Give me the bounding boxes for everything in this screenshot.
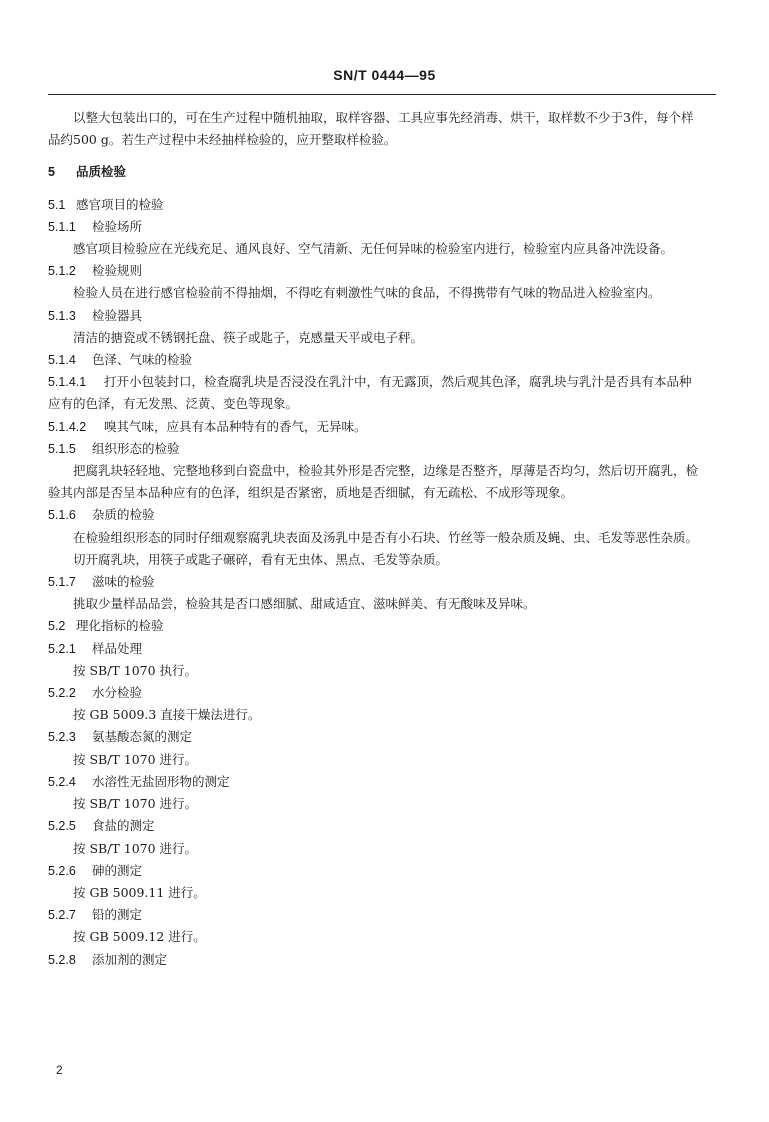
- section-5-1-6-heading: 5.1.6 杂质的检验: [48, 507, 155, 523]
- section-5-1-7-text: 挑取少量样品品尝，检验其是否口感细腻、甜咸适宜、滋味鲜美、有无酸味及异味。: [73, 596, 536, 612]
- section-5-2-3-text: 按 SB/T 1070 进行。: [73, 751, 198, 767]
- section-5-1-3-text: 清洁的搪瓷或不锈钢托盘、筷子或匙子，克感量天平或电子秤。: [73, 329, 424, 345]
- section-5-1-1-heading: 5.1.1 检验场所: [48, 218, 143, 234]
- document-header: SN/T 0444—95: [333, 67, 436, 83]
- section-5-1-2-text: 检验人员在进行感官检验前不得抽烟，不得吃有刺激性气味的食品，不得携带有气味的物品进入检验室内。: [73, 285, 661, 301]
- section-5-2-6-text: 按 GB 5009.11 进行。: [73, 884, 206, 900]
- section-5-1-1-text: 感官项目检验应在光线充足、通风良好、空气清新、无任何异味的检验室内进行，检验室内应具备冲洗设备。: [73, 241, 674, 257]
- section-5-2-1-text: 按 SB/T 1070 执行。: [73, 662, 198, 678]
- section-5-2-7-heading: 5.2.7 铅的测定: [48, 907, 143, 923]
- section-5-heading: 5 品质检验: [48, 164, 127, 180]
- section-5-1-4-1-text: 5.1.4.1 打开小包装封口，检查腐乳块是否浸没在乳汁中，有无露顶，然后观其色泽，腐乳块与乳汁是否具有本品种应有的色泽，有无发黑、泛黄、变色等现象。: [48, 374, 692, 412]
- header-rule: [48, 94, 716, 95]
- section-5-2-5-text: 按 SB/T 1070 进行。: [73, 840, 198, 856]
- section-5-1-5-heading: 5.1.5 组织形态的检验: [48, 440, 180, 456]
- section-5-1-6-text-1: 在检验组织形态的同时仔细观察腐乳块表面及汤乳中是否有小石块、竹丝等一般杂质及蝇、虫、毛发等恶性杂质。: [73, 529, 699, 545]
- section-5-2-4-heading: 5.2.4 水溶性无盐固形物的测定: [48, 773, 230, 789]
- section-5-1-3-heading: 5.1.3 检验器具: [48, 307, 143, 323]
- section-5-1-4-2-text: 5.1.4.2 嗅其气味，应具有本品种特有的香气，无异味。: [48, 418, 367, 434]
- section-5-2-7-text: 按 GB 5009.12 进行。: [73, 929, 206, 945]
- document-body: [48, 107, 698, 971]
- section-5-1-2-heading: 5.1.2 检验规则: [48, 263, 143, 279]
- section-5-2-4-text: 按 SB/T 1070 进行。: [73, 796, 198, 812]
- section-5-2-heading: 5.2 理化指标的检验: [48, 618, 164, 634]
- section-5-2-6-heading: 5.2.6 砷的测定: [48, 862, 143, 878]
- section-5-1-4-heading: 5.1.4 色泽、气味的检验: [48, 352, 193, 368]
- section-5-1-7-heading: 5.1.7 滋味的检验: [48, 574, 155, 590]
- page-number: 2: [56, 1063, 63, 1077]
- section-5-1-heading: 5.1 感官项目的检验: [48, 196, 164, 212]
- section-5-1-5-text: 把腐乳块轻轻地、完整地移到白瓷盘中，检验其外形是否完整，边缘是否整齐，厚薄是否均匀，然后切开腐乳，检验其内部是否呈本品种应有的色泽，组织是否紧密，质地是否细腻，有无疏松、不成形等现象。: [48, 463, 699, 501]
- section-5-2-8-heading: 5.2.8 添加剂的测定: [48, 951, 168, 967]
- intro-paragraph: 以整大包装出口的，可在生产过程中随机抽取，取样容器、工具应事先经消毒、烘干，取样数不少于3件，每个样品约500 g。若生产过程中未经抽样检验的，应开整取样检验。: [48, 110, 694, 148]
- section-5-2-5-heading: 5.2.5 食盐的测定: [48, 818, 155, 834]
- section-5-2-2-text: 按 GB 5009.3 直接干燥法进行。: [73, 707, 261, 723]
- section-5-2-3-heading: 5.2.3 氨基酸态氮的测定: [48, 729, 193, 745]
- section-5-2-1-heading: 5.2.1 样品处理: [48, 640, 143, 656]
- section-5-1-6-text-2: 切开腐乳块，用筷子或匙子碾碎，看有无虫体、黑点、毛发等杂质。: [73, 551, 449, 567]
- section-5-2-2-heading: 5.2.2 水分检验: [48, 685, 143, 701]
